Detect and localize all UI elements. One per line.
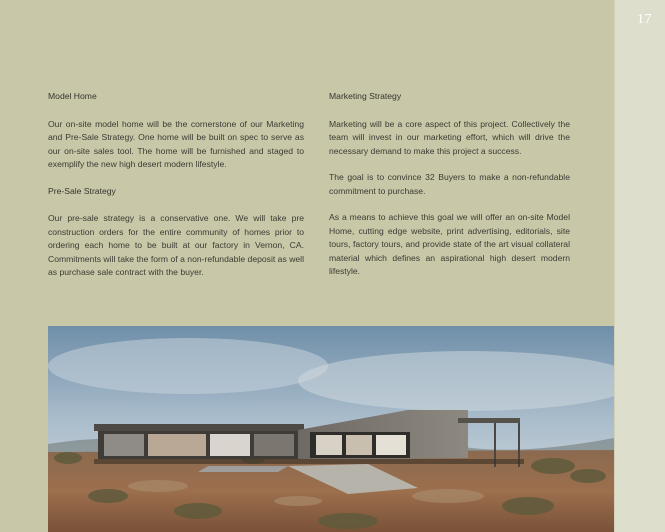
marketing-strategy-heading: Marketing Strategy xyxy=(329,91,402,101)
right-column xyxy=(329,90,570,292)
marketing-paragraph-3: As a means to achieve this goal we will offer an on-site Model Home, cutting edge website, print advertising, editorials, site tours, factory tours, and provide state of the art visual collateral material which defines an aspirational high desert modern lifestyle. xyxy=(329,212,570,276)
pre-sale-heading: Pre-Sale Strategy xyxy=(48,185,116,196)
page-number: 17 xyxy=(637,12,652,27)
page-margin-strip xyxy=(614,0,665,532)
marketing-paragraph-2: The goal is to convince 32 Buyers to make a non-refundable commitment to purchase. xyxy=(329,172,570,196)
left-column xyxy=(48,90,304,293)
pre-sale-body: Our pre-sale strategy is a conservative one. We will take pre construction orders for the entire community of homes prior to ordering each home to be built at our factory in Vernon, CA. Commitments will take the form of a non-refundable deposit as well as purchase sale contract with the buyer. xyxy=(48,213,304,277)
model-home-body: Our on-site model home will be the cornerstone of our Marketing and Pre-Sale Strategy. One home will be built on spec to serve as our on-site sales tool. The home will be furnished and staged to exemplify the new high desert modern lifestyle. xyxy=(48,118,304,169)
model-home-rendering xyxy=(48,326,614,532)
marketing-paragraph-1: Marketing will be a core aspect of this project. Collectively the team will invest in our marketing effort, which will drive the necessary demand to make this project a success. xyxy=(329,118,570,156)
model-home-heading: Model Home xyxy=(48,91,97,101)
